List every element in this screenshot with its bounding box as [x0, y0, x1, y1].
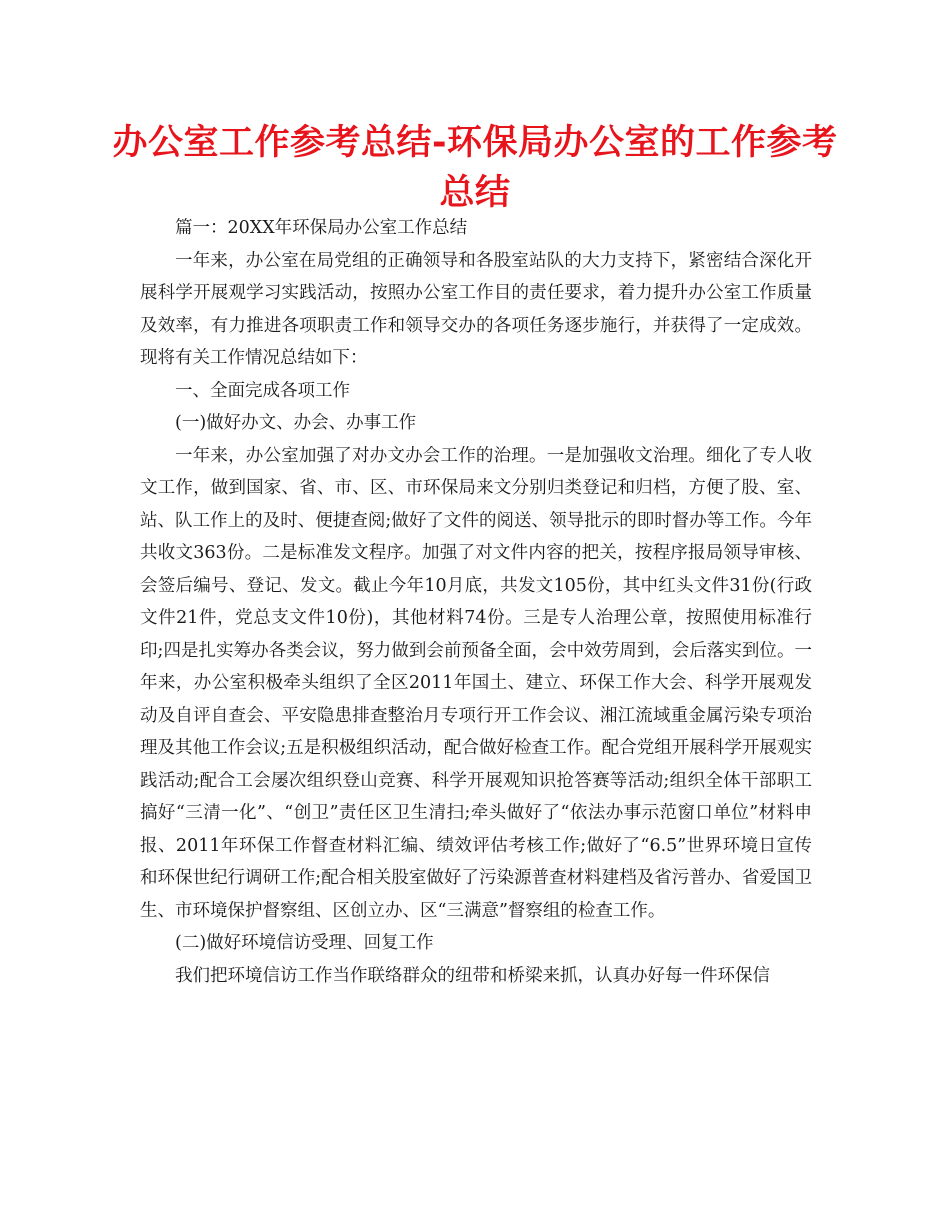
- section-heading: 一、全面完成各项工作: [175, 380, 350, 401]
- subsection-heading: (一)做好办文、办会、办事工作: [175, 413, 417, 433]
- document-title: 办公室工作参考总结-环保局办公室的工作参考总结: [112, 123, 838, 213]
- section-heading-part-one: 篇一：20XX年环保局办公室工作总结: [175, 218, 468, 238]
- subsection-heading: (二)做好环境信访受理、回复工作: [175, 933, 434, 953]
- document-body: [140, 212, 812, 992]
- body-paragraph: 我们把环境信访工作当作联络群众的纽带和桥梁来抓，认真办好每一件环保信: [175, 965, 770, 986]
- body-paragraph: 一年来，办公室加强了对办文办会工作的治理。一是加强收文治理。细化了专人收文工作，做到国家、省、市、区、市环保局来文分别归类登记和归档，方便了股、室、站、队工作上的及时、便捷查阅;做好了文件的阅送、领导批示的即时督办等工作。今年共收文363份。二是标准发文程序。加强了对文件内容的把关，按程序报局领导审核、会签后编号、登记、发文。截止今年10月底，共发文105份，其中红头文件31份(行政文件21件，党总支文件10份)，其他材料74份。三是专人治理公章，按照使用标准行印;四是扎实筹办各类会议，努力做到会前预备全面，会中效劳周到，会后落实到位。一年来，办公室积极牵头组织了全区2011年国土、建立、环保工作大会、科学开展观发动及自评自查会、平安隐患排查整治月专项行开工作会议、湘江流域重金属污染专项治理及其他工作会议;五是积极组织活动，配合做好检查工作。配合党组开展科学开展观实践活动;配合工会屡次组织登山竞赛、科学开展观知识抢答赛等活动;组织全体干部职工搞好“三清一化”、“创卫”责任区卫生清扫;牵头做好了“依法办事示范窗口单位”材料申报、2011年环保工作督查材料汇编、绩效评估考核工作;做好了“6.5”世界环境日宣传和环保世纪行调研工作;配合相关股室做好了污染源普查材料建档及省污普办、省爱国卫生、市环境保护督察组、区创立办、区“三满意”督察组的检查工作。: [140, 445, 812, 921]
- body-paragraph: 一年来，办公室在局党组的正确领导和各股室站队的大力支持下，紧密结合深化开展科学开展观学习实践活动，按照办公室工作目的责任要求，着力提升办公室工作质量及效率，有力推进各项职责工作和领导交办的各项任务逐步施行，并获得了一定成效。现将有关工作情况总结如下：: [140, 250, 812, 368]
